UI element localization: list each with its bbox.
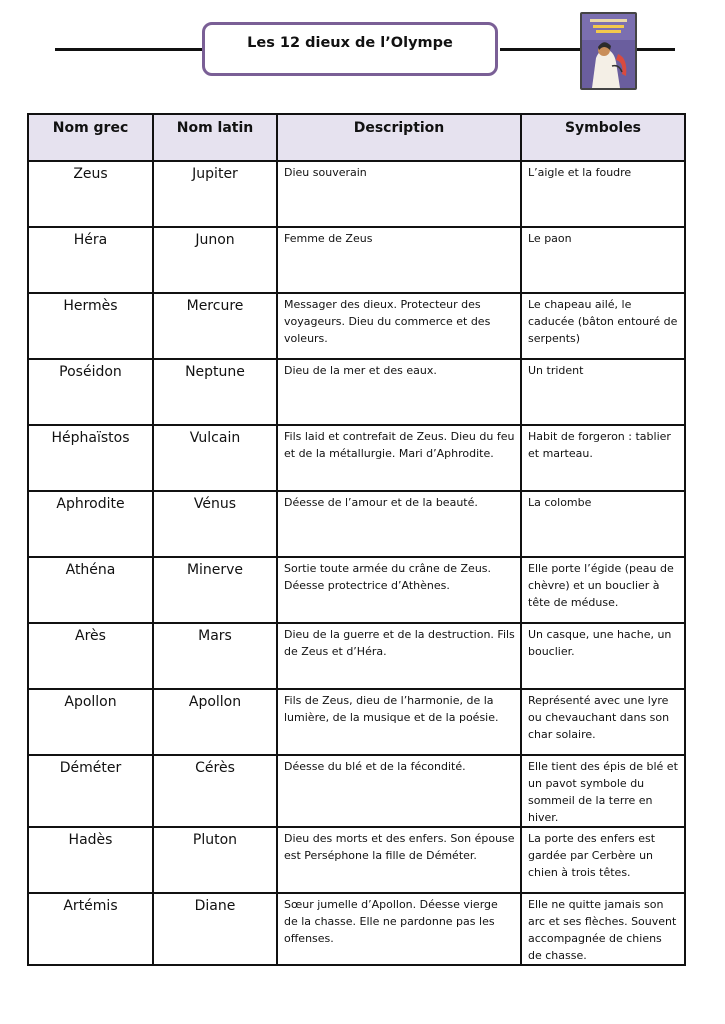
- description-cell: Dieu de la mer et des eaux.: [277, 359, 521, 425]
- table-row: [28, 293, 685, 359]
- greek-name-cell: Héphaïstos: [28, 425, 153, 491]
- symbols-cell: Le chapeau ailé, le caducée (bâton entouré de serpents): [521, 293, 685, 359]
- latin-name-cell: Jupiter: [153, 161, 277, 227]
- table-row: [28, 425, 685, 491]
- header-rule-left: [55, 48, 205, 51]
- table-row: [28, 359, 685, 425]
- symbols-cell: La colombe: [521, 491, 685, 557]
- symbols-cell: Elle ne quitte jamais son arc et ses flèches. Souvent accompagnée de chiens de chasse.: [521, 893, 685, 965]
- title-box: [202, 22, 498, 76]
- table-row: [28, 755, 685, 827]
- latin-name-cell: Neptune: [153, 359, 277, 425]
- table-row: [28, 827, 685, 893]
- description-cell: Sortie toute armée du crâne de Zeus. Déesse protectrice d’Athènes.: [277, 557, 521, 623]
- latin-name-cell: Diane: [153, 893, 277, 965]
- latin-name-cell: Minerve: [153, 557, 277, 623]
- greek-name-cell: Hermès: [28, 293, 153, 359]
- table-row: [28, 893, 685, 965]
- description-cell: Dieu de la guerre et de la destruction. Fils de Zeus et d’Héra.: [277, 623, 521, 689]
- column-header-latin-name: Nom latin: [153, 114, 277, 161]
- greek-name-cell: Arès: [28, 623, 153, 689]
- column-header-greek-name: Nom grec: [28, 114, 153, 161]
- description-cell: Fils laid et contrefait de Zeus. Dieu du feu et de la métallurgie. Mari d’Aphrodite.: [277, 425, 521, 491]
- symbols-cell: Représenté avec une lyre ou chevauchant dans son char solaire.: [521, 689, 685, 755]
- greek-name-cell: Hadès: [28, 827, 153, 893]
- latin-name-cell: Apollon: [153, 689, 277, 755]
- latin-name-cell: Junon: [153, 227, 277, 293]
- greek-name-cell: Athéna: [28, 557, 153, 623]
- latin-name-cell: Vulcain: [153, 425, 277, 491]
- symbols-cell: Habit de forgeron : tablier et marteau.: [521, 425, 685, 491]
- description-cell: Dieu souverain: [277, 161, 521, 227]
- description-cell: Dieu des morts et des enfers. Son épouse est Perséphone la fille de Déméter.: [277, 827, 521, 893]
- symbols-cell: Le paon: [521, 227, 685, 293]
- table-row: [28, 557, 685, 623]
- symbols-cell: Un trident: [521, 359, 685, 425]
- symbols-cell: L’aigle et la foudre: [521, 161, 685, 227]
- description-cell: Fils de Zeus, dieu de l’harmonie, de la lumière, de la musique et de la poésie.: [277, 689, 521, 755]
- gods-table: [27, 113, 686, 966]
- description-cell: Déesse de l’amour et de la beauté.: [277, 491, 521, 557]
- table-header-row: [28, 114, 685, 161]
- latin-name-cell: Pluton: [153, 827, 277, 893]
- column-header-description: Description: [277, 114, 521, 161]
- greek-name-cell: Déméter: [28, 755, 153, 827]
- table-row: [28, 161, 685, 227]
- latin-name-cell: Vénus: [153, 491, 277, 557]
- table-row: [28, 491, 685, 557]
- description-cell: Femme de Zeus: [277, 227, 521, 293]
- book-cover-icon: [580, 12, 637, 90]
- symbols-cell: Elle tient des épis de blé et un pavot symbole du sommeil de la terre en hiver.: [521, 755, 685, 827]
- table-row: [28, 689, 685, 755]
- table-row: [28, 227, 685, 293]
- greek-name-cell: Poséidon: [28, 359, 153, 425]
- symbols-cell: La porte des enfers est gardée par Cerbère un chien à trois têtes.: [521, 827, 685, 893]
- description-cell: Messager des dieux. Protecteur des voyageurs. Dieu du commerce et des voleurs.: [277, 293, 521, 359]
- greek-name-cell: Artémis: [28, 893, 153, 965]
- description-cell: Déesse du blé et de la fécondité.: [277, 755, 521, 827]
- table-row: [28, 623, 685, 689]
- symbols-cell: Un casque, une hache, un bouclier.: [521, 623, 685, 689]
- greek-name-cell: Apollon: [28, 689, 153, 755]
- latin-name-cell: Cérès: [153, 755, 277, 827]
- description-cell: Sœur jumelle d’Apollon. Déesse vierge de la chasse. Elle ne pardonne pas les offenses.: [277, 893, 521, 965]
- greek-name-cell: Zeus: [28, 161, 153, 227]
- page-title: Les 12 dieux de l’Olympe: [247, 35, 453, 51]
- latin-name-cell: Mercure: [153, 293, 277, 359]
- column-header-symbols: Symboles: [521, 114, 685, 161]
- symbols-cell: Elle porte l’égide (peau de chèvre) et un bouclier à tête de méduse.: [521, 557, 685, 623]
- latin-name-cell: Mars: [153, 623, 277, 689]
- greek-name-cell: Aphrodite: [28, 491, 153, 557]
- greek-name-cell: Héra: [28, 227, 153, 293]
